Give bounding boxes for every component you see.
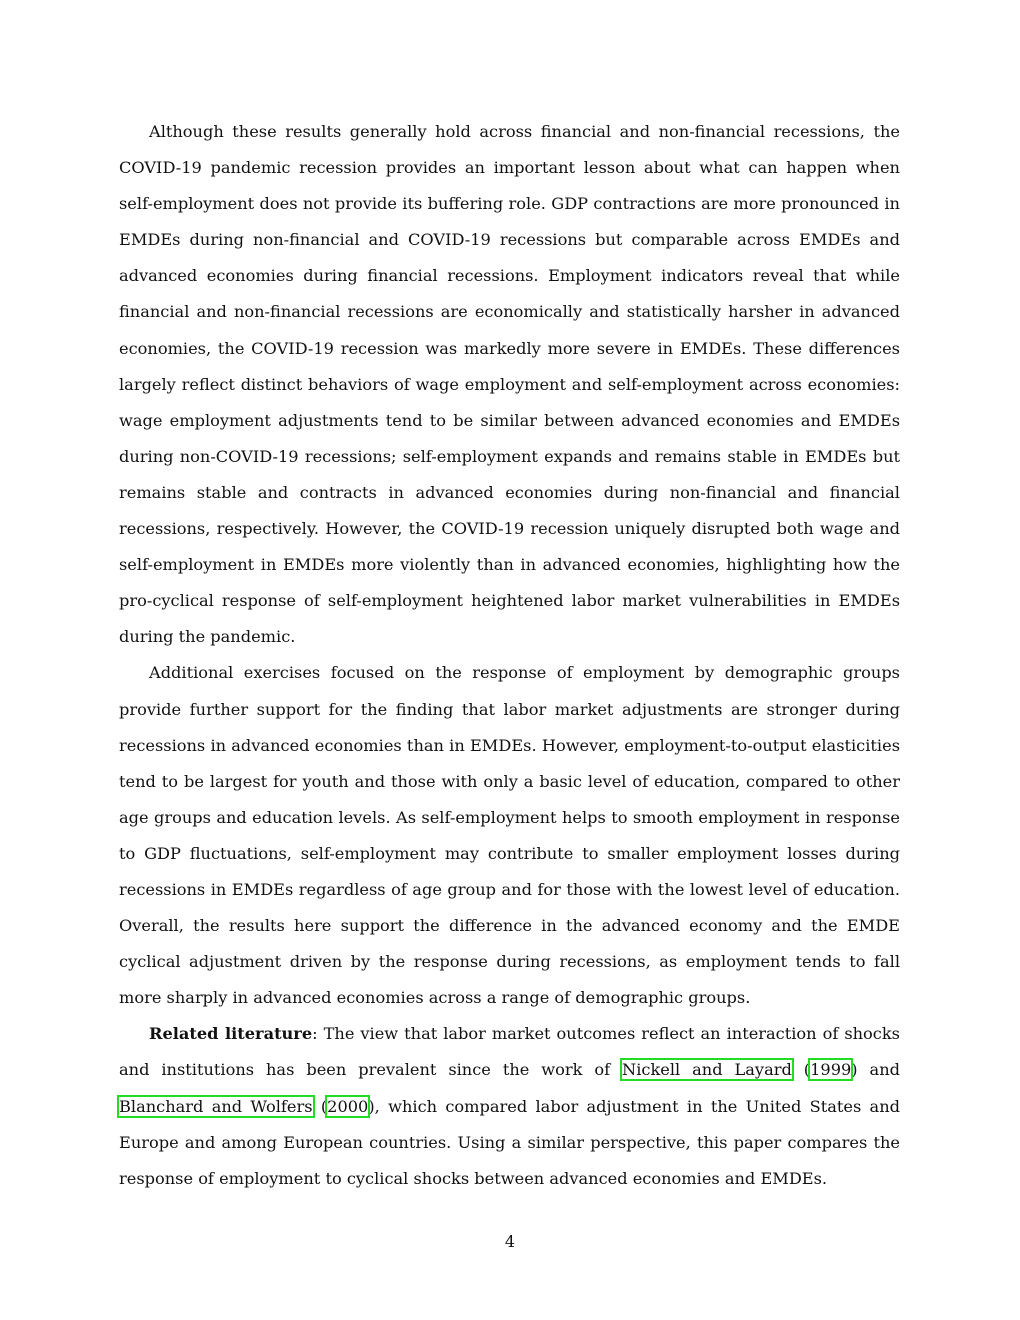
paragraph-demographic-groups: Additional exercises focused on the response of employment by demographic groups provide further support for the finding that labor market adjustments are stronger during recessions in advanced economies than in EMDEs. However, employment-to-output elasticities tend to be largest for youth and those with only a basic level of education, compared to other age groups and education levels. As self-employment helps to smooth employment in response to GDP fluctuations, self-employment may contribute to smaller employment losses during recessions in EMDEs regardless of age group and for those with the lowest level of education. Overall, the results here support the difference in the advanced economy and the EMDE cyclical adjustment driven by the response during recessions, as employment tends to fall more sharply in advanced economies across a range of demographic groups. bbox=[119, 663, 900, 1008]
related-literature-text-a: : The view that labor market outcomes reflect an interaction of shocks and institutions has been prevalent since the work of bbox=[119, 1024, 900, 1080]
citation-nickell-layard[interactable]: Nickell and Layard bbox=[622, 1060, 792, 1080]
citation-open-paren: ( bbox=[791, 1060, 811, 1080]
citation-year-2000[interactable]: 2000 bbox=[327, 1096, 369, 1116]
paragraph-covid-results: Although these results generally hold across financial and non-financial recessions, the COVID-19 pandemic recession provides an important lesson about what can happen when self-employment does not provide its buffering role. GDP contractions are more pronounced in EMDEs during non-financial and COVID-19 recessions but comparable across EMDEs and advanced economies during financial recessions. Employment indicators reveal that while financial and non-financial recessions are economically and statistically harsher in advanced economies, the COVID-19 recession was markedly more severe in EMDEs. These differences largely reflect distinct behaviors of wage employment and self-employment across economies: wage employment adjustments tend to be similar between advanced economies and EMDEs during non-COVID-19 recessions; self-employment expands and remains stable in EMDEs but remains stable and contracts in advanced economies during non-financial and financial recessions, respectively. However, the COVID-19 recession uniquely disrupted both wage and self-employment in EMDEs more violently than in advanced economies, highlighting how the pro-cyclical response of self-employment heightened labor market vulnerabilities in EMDEs during the pandemic. bbox=[119, 122, 900, 647]
citation-year-1999[interactable]: 1999 bbox=[810, 1060, 852, 1080]
related-literature-connector: ) and bbox=[851, 1060, 900, 1080]
page-number: 4 bbox=[504, 1232, 516, 1251]
paragraph-related-literature bbox=[119, 1016, 900, 1196]
citation-blanchard-wolfers[interactable]: Blanchard and Wolfers bbox=[119, 1096, 313, 1116]
related-literature-text-b: ), which compared labor adjustment in the United States and Europe and among European countries. Using a similar perspective, this paper compares the response of employment to cyclical shocks between advanced economies and EMDEs. bbox=[119, 1096, 900, 1188]
related-literature-heading: Related literature bbox=[149, 1024, 313, 1044]
citation-open-paren: ( bbox=[312, 1096, 328, 1116]
page-body bbox=[119, 114, 900, 1197]
